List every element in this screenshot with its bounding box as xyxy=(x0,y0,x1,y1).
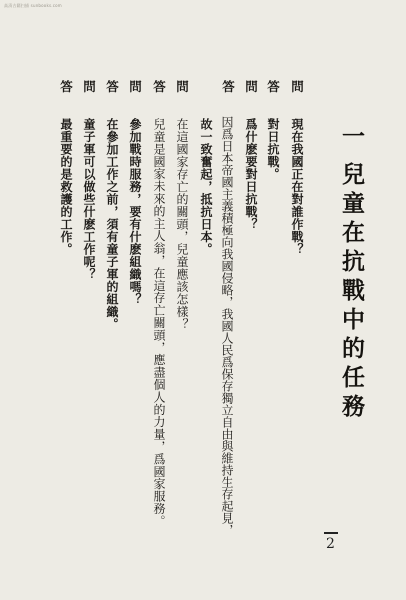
page-number-rule xyxy=(324,532,338,534)
answer-label: 答 xyxy=(58,80,74,99)
question-text: 參加戰時服務，要有什麽組織嗎？ xyxy=(128,118,142,306)
question-label: 問 xyxy=(289,80,305,99)
question-label: 問 xyxy=(174,80,190,99)
page-title: 兒童在抗戰中的任務 xyxy=(338,162,365,423)
question-label: 問 xyxy=(127,80,143,99)
question-label: 問 xyxy=(243,80,259,99)
question-text: 童子軍可以做些什麽工作呢？ xyxy=(82,118,96,281)
answer-text: 在參加工作之前，須有童子軍的組織。 xyxy=(105,118,119,331)
answer-label: 答 xyxy=(104,80,120,99)
answer-label: 答 xyxy=(220,80,236,99)
answer-label: 答 xyxy=(265,80,281,99)
title-number: 一 xyxy=(338,124,365,153)
answer-text-continued: 故一致奮起，抵抗日本。 xyxy=(199,118,213,256)
question-text: 爲什麽要對日抗戰？ xyxy=(244,118,258,231)
watermark: 高清古籍扫描 sunbooks.com xyxy=(4,3,62,8)
page-number: 2 xyxy=(326,536,335,552)
question-text: 在這國家存亡的關頭，兒童應該怎樣？ xyxy=(175,118,189,331)
answer-label: 答 xyxy=(151,80,167,99)
answer-text: 最重要的是救護的工作。 xyxy=(59,118,73,256)
question-label: 問 xyxy=(81,80,97,99)
question-text: 現在我國正在對誰作戰？ xyxy=(290,118,304,256)
answer-text: 兒童是國家未來的主人翁，在這存亡關頭，應盡個人的力量，爲國家服務。 xyxy=(152,118,166,528)
answer-text: 因爲日本帝國主義積極向我國侵略，我國人民爲保存獨立自由與維持生存起見， xyxy=(220,116,234,536)
answer-text: 對日抗戰。 xyxy=(266,118,280,181)
